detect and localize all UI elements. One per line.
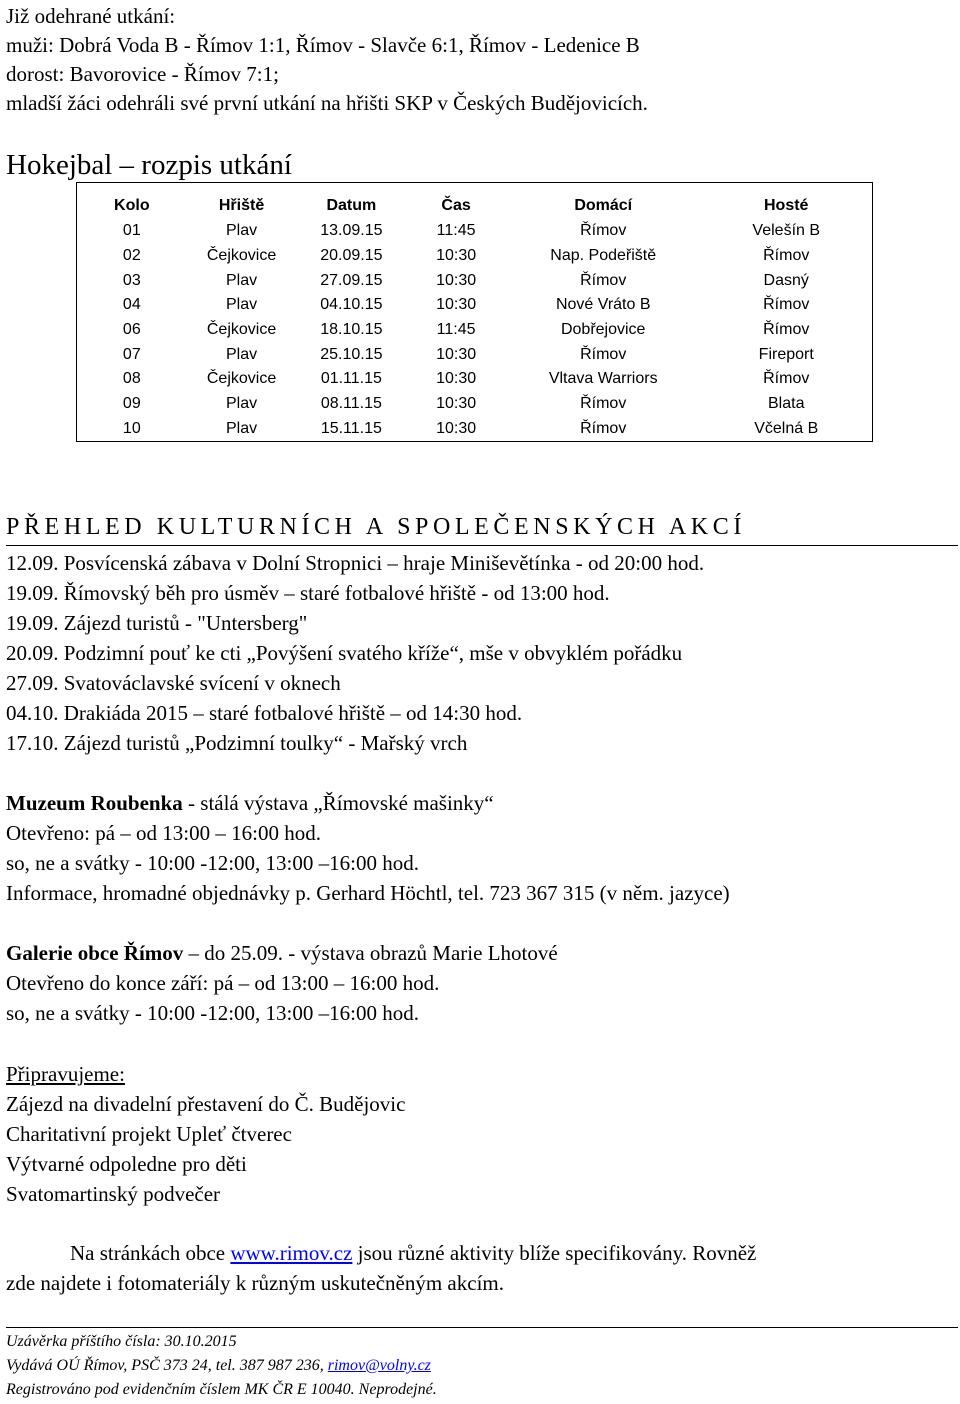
cell: Dobřejovice xyxy=(560,321,646,339)
cell: 10:30 xyxy=(436,370,477,388)
table-row xyxy=(77,244,873,269)
column-header: Domácí xyxy=(574,197,633,214)
table-row xyxy=(77,219,873,244)
cell: 02 xyxy=(122,247,141,265)
cell: Římov xyxy=(580,419,627,437)
cell: 10 xyxy=(122,419,141,437)
table-row xyxy=(77,367,873,392)
cell: Čejkovice xyxy=(206,370,277,388)
preparing-item: Zájezd na divadelní přestavení do Č. Budějovic xyxy=(6,1092,406,1116)
event-item: 17.10. Zájezd turistů „Podzimní toulky“ - Mařský vrch xyxy=(6,731,468,755)
cell: 03 xyxy=(122,271,141,289)
table-row xyxy=(77,342,873,367)
footer-publisher-text: Vydává OÚ Římov, PSČ 373 24, tel. 387 987 236, xyxy=(6,1357,328,1374)
event-item: 20.09. Podzimní pouť ke cti „Povýšení svatého kříže“, mše v obvyklém pořádku xyxy=(6,641,683,665)
cell: 15.11.15 xyxy=(320,419,382,437)
cell: Velešín B xyxy=(752,222,821,240)
column-header: Hosté xyxy=(764,197,809,214)
email-link[interactable]: rimov@volny.cz xyxy=(327,1357,431,1374)
cell: Římov xyxy=(580,222,627,240)
cell: Římov xyxy=(763,247,810,265)
museum-open-1: Otevřeno: pá – od 13:00 – 16:00 hod. xyxy=(6,821,321,845)
cell: Římov xyxy=(763,296,810,314)
preparing-item: Charitativní projekt Upleť čtverec xyxy=(6,1122,292,1146)
gallery-name: Galerie obce Římov xyxy=(6,941,184,965)
museum-name: Muzeum Roubenka xyxy=(6,791,183,815)
cell: Římov xyxy=(580,271,627,289)
footer-registration: Registrováno pod evidenčním číslem MK ČR E 10040. Neprodejné. xyxy=(6,1381,437,1398)
schedule-table xyxy=(76,182,873,442)
cell: 18.10.15 xyxy=(320,321,383,339)
footer-deadline: Uzávěrka příštího čísla: 30.10.2015 xyxy=(6,1333,237,1350)
results-dorost: dorost: Bavorovice - Římov 7:1; xyxy=(6,62,279,86)
footer-divider xyxy=(6,1327,958,1328)
results-heading: Již odehrané utkání: xyxy=(6,4,176,28)
cell: 10:30 xyxy=(436,419,477,437)
cell: 07 xyxy=(122,345,141,363)
cell: Fireport xyxy=(758,345,814,363)
cell: 10:30 xyxy=(436,247,477,265)
table-row xyxy=(77,293,873,318)
table-row xyxy=(77,268,873,293)
cell: Plav xyxy=(226,419,258,437)
table-row xyxy=(77,392,873,417)
cell: 10:30 xyxy=(436,395,477,413)
cell: 25.10.15 xyxy=(320,345,383,363)
web-note-after: jsou různé aktivity blíže specifikovány. Rovněž xyxy=(352,1241,757,1265)
cell: 11:45 xyxy=(436,222,476,240)
cell: Blata xyxy=(768,395,805,413)
cell: 01.11.15 xyxy=(320,370,382,388)
gallery-desc: – do 25.09. - výstava obrazů Marie Lhotové xyxy=(183,941,558,965)
culture-heading: PŘEHLED KULTURNÍCH A SPOLEČENSKÝCH AKCÍ xyxy=(6,514,746,540)
cell: Vltava Warriors xyxy=(548,370,658,388)
cell: 08 xyxy=(122,370,141,388)
gallery-open-2: so, ne a svátky - 10:00 -12:00, 13:00 –16:00 hod. xyxy=(6,1001,419,1025)
cell: Římov xyxy=(763,370,810,388)
event-item: 27.09. Svatováclavské svícení v oknech xyxy=(6,671,341,695)
cell: 06 xyxy=(122,321,141,339)
gallery-line xyxy=(6,941,558,965)
cell: Plav xyxy=(226,296,258,314)
cell: 04.10.15 xyxy=(320,296,383,314)
cell: Dasný xyxy=(763,271,809,289)
cell: 10:30 xyxy=(436,345,477,363)
cell: 09 xyxy=(122,395,141,413)
cell: 27.09.15 xyxy=(320,271,383,289)
table-row xyxy=(77,318,873,343)
event-item: 19.09. Římovský běh pro úsměv – staré fotbalové hřiště - od 13:00 hod. xyxy=(6,581,610,605)
column-header: Datum xyxy=(326,197,377,214)
website-link[interactable]: www.rimov.cz xyxy=(230,1241,353,1265)
museum-open-2: so, ne a svátky - 10:00 -12:00, 13:00 –16:00 hod. xyxy=(6,851,419,875)
cell: Plav xyxy=(226,395,258,413)
hokejbal-title: Hokejbal – rozpis utkání xyxy=(6,149,292,181)
museum-line xyxy=(6,791,494,815)
cell: 01 xyxy=(122,222,141,240)
cell: Nové Vráto B xyxy=(555,296,651,314)
cell: 10:30 xyxy=(436,296,477,314)
table-row xyxy=(77,417,873,442)
web-note-line-2: zde najdete i fotomateriály k různým uskutečněným akcím. xyxy=(6,1271,504,1295)
cell: 08.11.15 xyxy=(320,395,382,413)
column-header: Čas xyxy=(441,197,471,214)
cell: Čejkovice xyxy=(206,247,277,265)
results-muzi: muži: Dobrá Voda B - Římov 1:1, Římov - Slavče 6:1, Římov - Ledenice B xyxy=(6,33,640,57)
museum-info: Informace, hromadné objednávky p. Gerhard Höchtl, tel. 723 367 315 (v něm. jazyce) xyxy=(6,881,730,905)
footer-publisher xyxy=(6,1356,431,1376)
table-header-row xyxy=(77,183,873,220)
column-header: Kolo xyxy=(114,197,150,214)
cell: Římov xyxy=(580,345,627,363)
event-item: 19.09. Zájezd turistů - "Untersberg" xyxy=(6,611,308,635)
cell: 13.09.15 xyxy=(320,222,383,240)
cell: Plav xyxy=(226,222,258,240)
museum-desc: - stálá výstava „Římovské mašinky“ xyxy=(182,791,494,815)
preparing-item: Svatomartinský podvečer xyxy=(6,1182,221,1206)
cell: Nap. Podeřiště xyxy=(550,247,657,265)
event-item: 04.10. Drakiáda 2015 – staré fotbalové hřiště – od 14:30 hod. xyxy=(6,701,523,725)
cell: Plav xyxy=(226,345,258,363)
cell: 20.09.15 xyxy=(320,247,383,265)
gallery-open-1: Otevřeno do konce září: pá – od 13:00 – 16:00 hod. xyxy=(6,971,440,995)
cell: Včelná B xyxy=(754,419,819,437)
cell: 10:30 xyxy=(436,271,477,289)
cell: 04 xyxy=(122,296,141,314)
web-note-before: Na stránkách obce xyxy=(70,1241,231,1265)
column-header: Hřiště xyxy=(218,197,265,214)
preparing-heading: Připravujeme: xyxy=(6,1062,125,1086)
web-note xyxy=(70,1241,756,1265)
cell: Římov xyxy=(580,395,627,413)
event-item: 12.09. Posvícenská zábava v Dolní Stropnici – hraje Miniševětínka - od 20:00 hod. xyxy=(6,551,705,575)
preparing-item: Výtvarné odpoledne pro děti xyxy=(6,1152,247,1176)
cell: Plav xyxy=(226,271,258,289)
results-zaci: mladší žáci odehráli své první utkání na hřišti SKP v Českých Budějovicích. xyxy=(6,91,648,115)
cell: Čejkovice xyxy=(206,321,277,339)
culture-divider xyxy=(6,545,958,546)
cell: Římov xyxy=(763,321,810,339)
cell: 11:45 xyxy=(436,321,476,339)
